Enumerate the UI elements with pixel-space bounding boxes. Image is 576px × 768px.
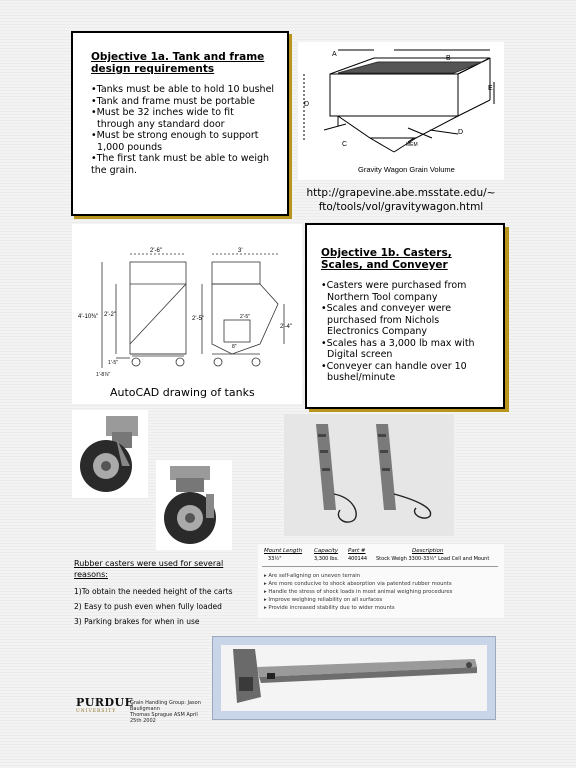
objective-1a-box [71, 31, 289, 216]
caster-photo-2 [156, 460, 232, 550]
objective-1b-box [305, 223, 505, 409]
url-line-2: fto/tools/vol/gravitywagon.html [318, 201, 484, 213]
logo-subtitle: UNIVERSITY [76, 709, 117, 714]
objective-1a-title: Objective 1a. Tank and frame design requirements [91, 51, 265, 75]
spec-header-description: Description [412, 548, 444, 554]
spec-table [258, 544, 504, 618]
list-item: •The first tank must be able to weigh [91, 153, 270, 164]
list-item: ▸ Provide increased stability due to wider mounts [264, 605, 395, 611]
list-item: ▸ Handle the stress of shock loads in most animal weighing procedures [264, 589, 453, 595]
spec-cell-part: 400144 [348, 556, 368, 562]
spec-header-mount: Mount Length [264, 548, 303, 554]
list-item: •Must be 32 inches wide to fit [91, 107, 234, 118]
list-item: Digital screen [321, 349, 393, 360]
list-item: bushel/minute [321, 372, 396, 383]
list-item: 1)To obtain the needed height of the carts [74, 587, 233, 596]
purdue-logo [76, 696, 134, 719]
list-item: Electronics Company [321, 326, 428, 337]
casters-title [74, 558, 264, 580]
spec-divider [262, 566, 498, 567]
credit-line-2: Thomas Sprague ASM April 25th 2002 [130, 712, 198, 724]
dim-top-right: 3' [238, 248, 243, 254]
gravity-wagon-drawing [298, 42, 504, 180]
label-c: C [342, 141, 348, 148]
spec-cell-mount: 33½" [268, 556, 282, 562]
list-item: •Scales and conveyer were [321, 303, 452, 314]
conveyor-photo-frame [212, 636, 496, 720]
list-item: •Tanks must be able to hold 10 bushel [91, 84, 275, 95]
list-item: ▸ Improve weighing reliability on all surfaces [264, 597, 383, 603]
list-item: through any standard door [91, 118, 225, 130]
autocad-drawing [72, 224, 302, 384]
dim-left-outer: 4'-10⅜" [78, 314, 99, 320]
gravity-wagon-caption: Gravity Wagon Grain Volume [358, 165, 455, 174]
autocad-caption: AutoCAD drawing of tanks [110, 386, 255, 399]
dim-bottom-left: 1'-8⅞" [96, 372, 111, 378]
caster-photo-1 [72, 410, 148, 498]
list-item: •Conveyer can handle over 10 [321, 360, 467, 372]
dim-right-inner: 2'-5" [192, 316, 204, 322]
label-b: B [446, 55, 451, 62]
list-item: 1,000 pounds [91, 141, 163, 153]
list-item: Northern Tool company [321, 291, 438, 303]
label-a: A [332, 51, 337, 58]
url-line-1: http://grapevine.abe.msstate.edu/~ [306, 187, 496, 199]
autocad-figure [72, 224, 302, 404]
casters-title-line-1: Rubber casters were used for several [74, 559, 224, 568]
label-e: E [488, 85, 493, 92]
caster-1-image [72, 410, 148, 498]
scales-image [284, 414, 454, 536]
list-item: 3) Parking brakes for when in use [74, 617, 200, 626]
gravity-wagon-url[interactable] [296, 186, 506, 214]
objective-1b-bullets [321, 280, 497, 384]
list-item: •Must be strong enough to support [91, 130, 259, 141]
list-item: purchased from Nichols [321, 314, 440, 326]
list-item: •Casters were purchased from [321, 280, 467, 291]
scales-photo [284, 414, 454, 536]
dim-right-outer: 2'-4" [280, 324, 292, 330]
spec-header-capacity: Capacity [314, 548, 339, 554]
label-d2: D [458, 129, 464, 136]
gravity-wagon-figure [298, 42, 504, 180]
dim-top-left: 2'-6" [150, 248, 162, 254]
footer-credits [130, 700, 210, 724]
logo-wordmark: PURDUE [76, 696, 134, 709]
dim-mid: 2'-5" [240, 314, 250, 320]
casters-title-line-2: reasons: [74, 570, 108, 579]
list-item: ▸ Are more conducive to shock absorption via patented rubber mounts [264, 581, 452, 587]
spec-header-part: Part # [348, 548, 366, 554]
conveyor-image [213, 637, 495, 719]
list-item: the grain. [91, 164, 138, 176]
caster-2-image [156, 460, 232, 550]
dim-mid2: 8" [232, 344, 237, 350]
label-mem: MEM [406, 142, 418, 148]
spec-cell-description: Stock Weigh 3300-33½" Load Cell and Mount [376, 556, 490, 562]
objective-1b-title: Objective 1b. Casters, Scales, and Conveyer [321, 247, 452, 271]
list-item: 2) Easy to push even when fully loaded [74, 602, 222, 611]
list-item: •Tank and frame must be portable [91, 95, 255, 107]
label-d: D [304, 101, 310, 108]
spec-cell-capacity: 3,300 lbs. [314, 556, 339, 562]
spec-features [264, 572, 452, 612]
objective-1a-bullets [91, 84, 279, 176]
list-item: •Scales has a 3,000 lb max with [321, 337, 475, 349]
credit-line-1: Grain Handling Group: Jason Bauligmann [130, 700, 201, 712]
dim-bottom-small: 1'-5" [108, 360, 118, 366]
dim-left-inner: 2'-2" [104, 312, 116, 318]
list-item: ▸ Are self-aligning on uneven terrain [264, 573, 361, 579]
